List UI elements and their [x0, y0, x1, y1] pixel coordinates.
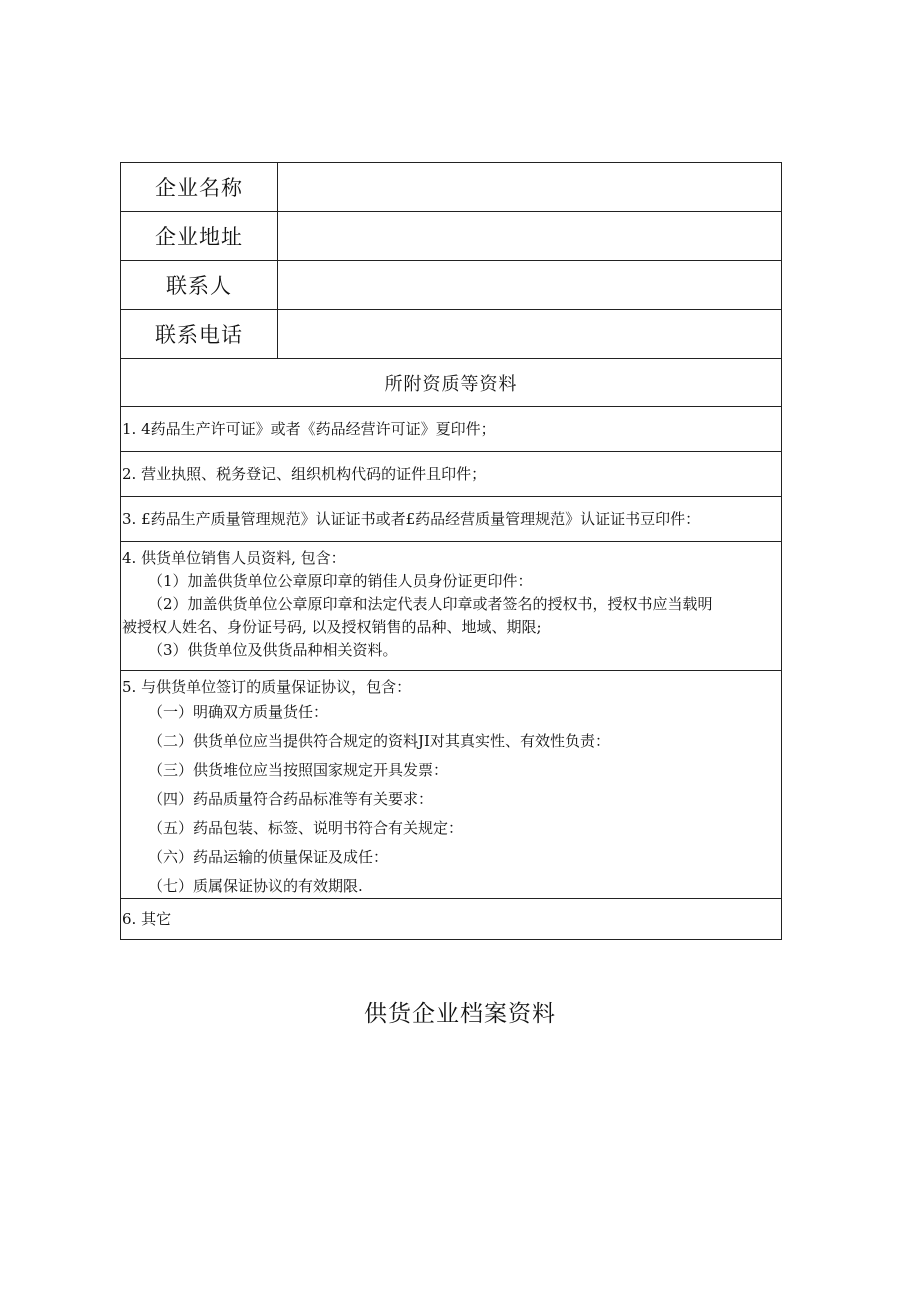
contact-person-field[interactable]	[278, 261, 781, 309]
sub-item: （二）供货单位应当提供符合规定的资料JI对其真实性、有效性负责：	[148, 732, 610, 750]
sub-item: （2）加盖供货单位公章原印章和法定代表人印章或者签名的授权书，授权书应当载明	[148, 595, 713, 613]
requirement-item-4	[121, 542, 781, 671]
company-name-field[interactable]	[278, 163, 781, 211]
item-heading: 5. 与供货单位签订的质量保证协议，包含：	[122, 678, 412, 696]
sub-item: （三）供货堆位应当按照国家规定开具发票：	[148, 761, 449, 779]
sub-item: （一）明确双方质量货任：	[148, 703, 329, 721]
document-title: 供货企业档案资料	[364, 1001, 556, 1027]
requirement-item-3: 3. £药品生产质量管理规范》认证证书或者£药品经营质量管理规范》认证证书豆印件：	[121, 497, 781, 542]
requirement-item-1: 1. 4药品生产许可证》或者《药品经营许可证》夏印件；	[121, 407, 781, 452]
sub-item: （七）质属保证协议的有效期限.	[148, 877, 363, 895]
requirement-item-2: 2. 营业执照、税务登记、组织机构代码的证件且印件；	[121, 452, 781, 497]
requirement-item-6: 6. 其它	[122, 910, 172, 928]
requirement-item-5	[121, 671, 781, 899]
item-heading: 4. 供货单位销售人员资料, 包含：	[122, 549, 346, 567]
sub-item: （四）药品质量符合药品标准等有关要求：	[148, 790, 434, 808]
field-row-company-name	[121, 163, 781, 212]
contact-phone-field[interactable]	[278, 310, 781, 358]
sub-item: （3）供货单位及供货品种相关资料。	[148, 641, 398, 659]
company-address-field[interactable]	[278, 212, 781, 260]
field-label: 企业地址	[121, 212, 278, 260]
sub-item: （五）药品包装、标签、说明书符合有关规定：	[148, 819, 464, 837]
field-label: 企业名称	[121, 163, 278, 211]
supplier-record-table	[120, 162, 782, 940]
sub-item: （六）药品运输的侦量保证及成任：	[148, 848, 389, 866]
field-row-company-address	[121, 212, 781, 261]
field-row-contact-person	[121, 261, 781, 310]
section-title: 所附资质等资料	[121, 359, 781, 407]
sub-item-continuation: 被授权人姓名、身份证号码, 以及授权销售的品种、地域、期限;	[122, 618, 542, 636]
field-row-contact-phone	[121, 310, 781, 359]
field-label: 联系电话	[121, 310, 278, 358]
field-label: 联系人	[121, 261, 278, 309]
sub-item: （1）加盖供货单位公章原印章的销佳人员身份证更印件：	[148, 572, 533, 590]
